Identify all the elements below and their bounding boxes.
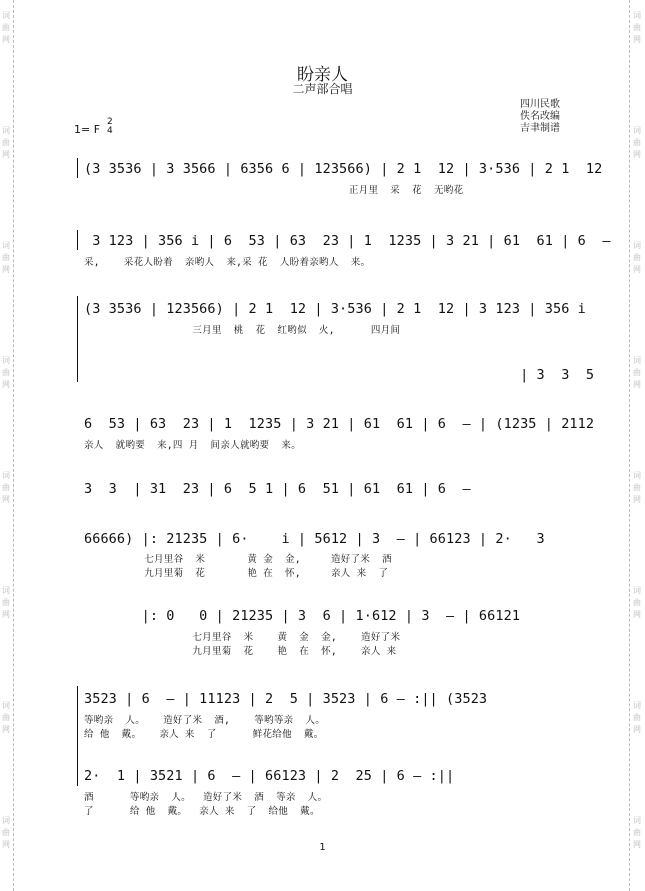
lyric-line: 采, 采花人盼着 亲哟人 来,采 花 人盼着亲哟人 来。 (84, 257, 371, 268)
key-signature: 1= F (74, 123, 101, 136)
time-sig-bottom: 4 (107, 126, 113, 136)
watermark: 词 曲 网 (633, 241, 641, 274)
lyric-line: 七月里谷 米 黄 金 金, 造好了米 (84, 632, 401, 643)
lyric-line: 九月里菊 花 艳 在 怀, 亲人 来 (84, 646, 397, 657)
credit-line: 吉聿制谱 (520, 123, 560, 134)
watermark: 词 曲 网 (2, 126, 10, 159)
watermark: 词 曲 网 (633, 586, 641, 619)
lyric-line: 给 他 戴。 亲人 来 了 鲜花给他 戴。 (84, 729, 324, 740)
notation-line: 3523 | 6 — | 11123 | 2 5 | 3523 | 6 — :|| (3523 (84, 691, 488, 707)
watermark: 词 曲 网 (633, 471, 641, 504)
watermark: 词 曲 网 (633, 126, 641, 159)
notation-line: 66666) |: 21235 | 6· i | 5612 | 3 — | 66123 | 2· 3 (84, 531, 545, 547)
watermark: 词 曲 网 (2, 586, 10, 619)
lyric-line: 了 给 他 戴。 亲人 来 了 给他 戴。 (84, 806, 320, 817)
left-margin (0, 0, 14, 891)
lyric-line: 亲人 就哟要 来,四 月 间亲人就哟要 来。 (84, 440, 301, 451)
lyric-line: 酒 等哟亲 人。 造好了米 酒 等亲 人。 (84, 792, 328, 803)
watermark: 词 曲 网 (2, 816, 10, 849)
system-start-bar (77, 230, 78, 250)
lyric-line: 等哟亲 人。 造好了米 酒, 等哟等亲 人。 (84, 715, 326, 726)
watermark: 词 曲 网 (2, 241, 10, 274)
notation-line: (3 3536 | 123566) | 2 1 12 | 3·536 | 2 1 12 | 3 123 | 356 i (84, 301, 586, 317)
lyric-line: 三月里 桃 花 红哟似 火, 四月间 (84, 325, 401, 336)
credit-line: 佚名改编 (520, 111, 560, 122)
system-start-bar (77, 686, 78, 786)
lyric-line: 九月里菊 花 艳 在 怀, 亲人 来 了 (84, 568, 389, 579)
notation-line: 2· 1 | 3521 | 6 — | 66123 | 2 25 | 6 — :|| (84, 768, 455, 784)
notation-line: | 3 3 5 (84, 367, 595, 383)
time-sig-top: 2 (107, 117, 113, 127)
watermark: 词 曲 网 (633, 701, 641, 734)
lyric-line: 七月里谷 米 黄 金 金, 造好了米 酒 (84, 554, 392, 565)
watermark: 词 曲 网 (2, 356, 10, 389)
watermark: 词 曲 网 (2, 471, 10, 504)
watermark: 词 曲 网 (633, 11, 641, 44)
notation-line: |: 0 0 | 21235 | 3 6 | 1·612 | 3 — | 66121 (84, 608, 521, 624)
watermark: 词 曲 网 (2, 701, 10, 734)
watermark: 词 曲 网 (633, 356, 641, 389)
watermark: 词 曲 网 (2, 11, 10, 44)
lyric-line: 正月里 采 花 无哟花 (84, 185, 464, 196)
page-number: 1 (319, 842, 326, 853)
system-start-bar (77, 158, 78, 178)
notation-line: 6 53 | 63 23 | 1 1235 | 3 21 | 61 61 | 6 — | (1235 | 2112 (84, 416, 595, 432)
notation-line: (3 3536 | 3 3566 | 6356 6 | 123566) | 2 1 12 | 3·536 | 2 1 12 (84, 161, 603, 177)
credits (520, 99, 560, 135)
credit-line: 四川民歌 (520, 99, 560, 110)
watermark: 词 曲 网 (633, 816, 641, 849)
song-subtitle: 二声部合唱 (292, 82, 353, 96)
notation-line: 3 123 | 356 i | 6 53 | 63 23 | 1 1235 | 3 21 | 61 61 | 6 — (84, 233, 611, 249)
notation-line: 3 3 | 31 23 | 6 5 1 | 6 51 | 61 61 | 6 — (84, 481, 471, 497)
system-start-bar (77, 296, 78, 382)
song-title: 盼亲人 (297, 65, 348, 85)
time-signature (107, 118, 113, 136)
right-margin (629, 0, 643, 891)
